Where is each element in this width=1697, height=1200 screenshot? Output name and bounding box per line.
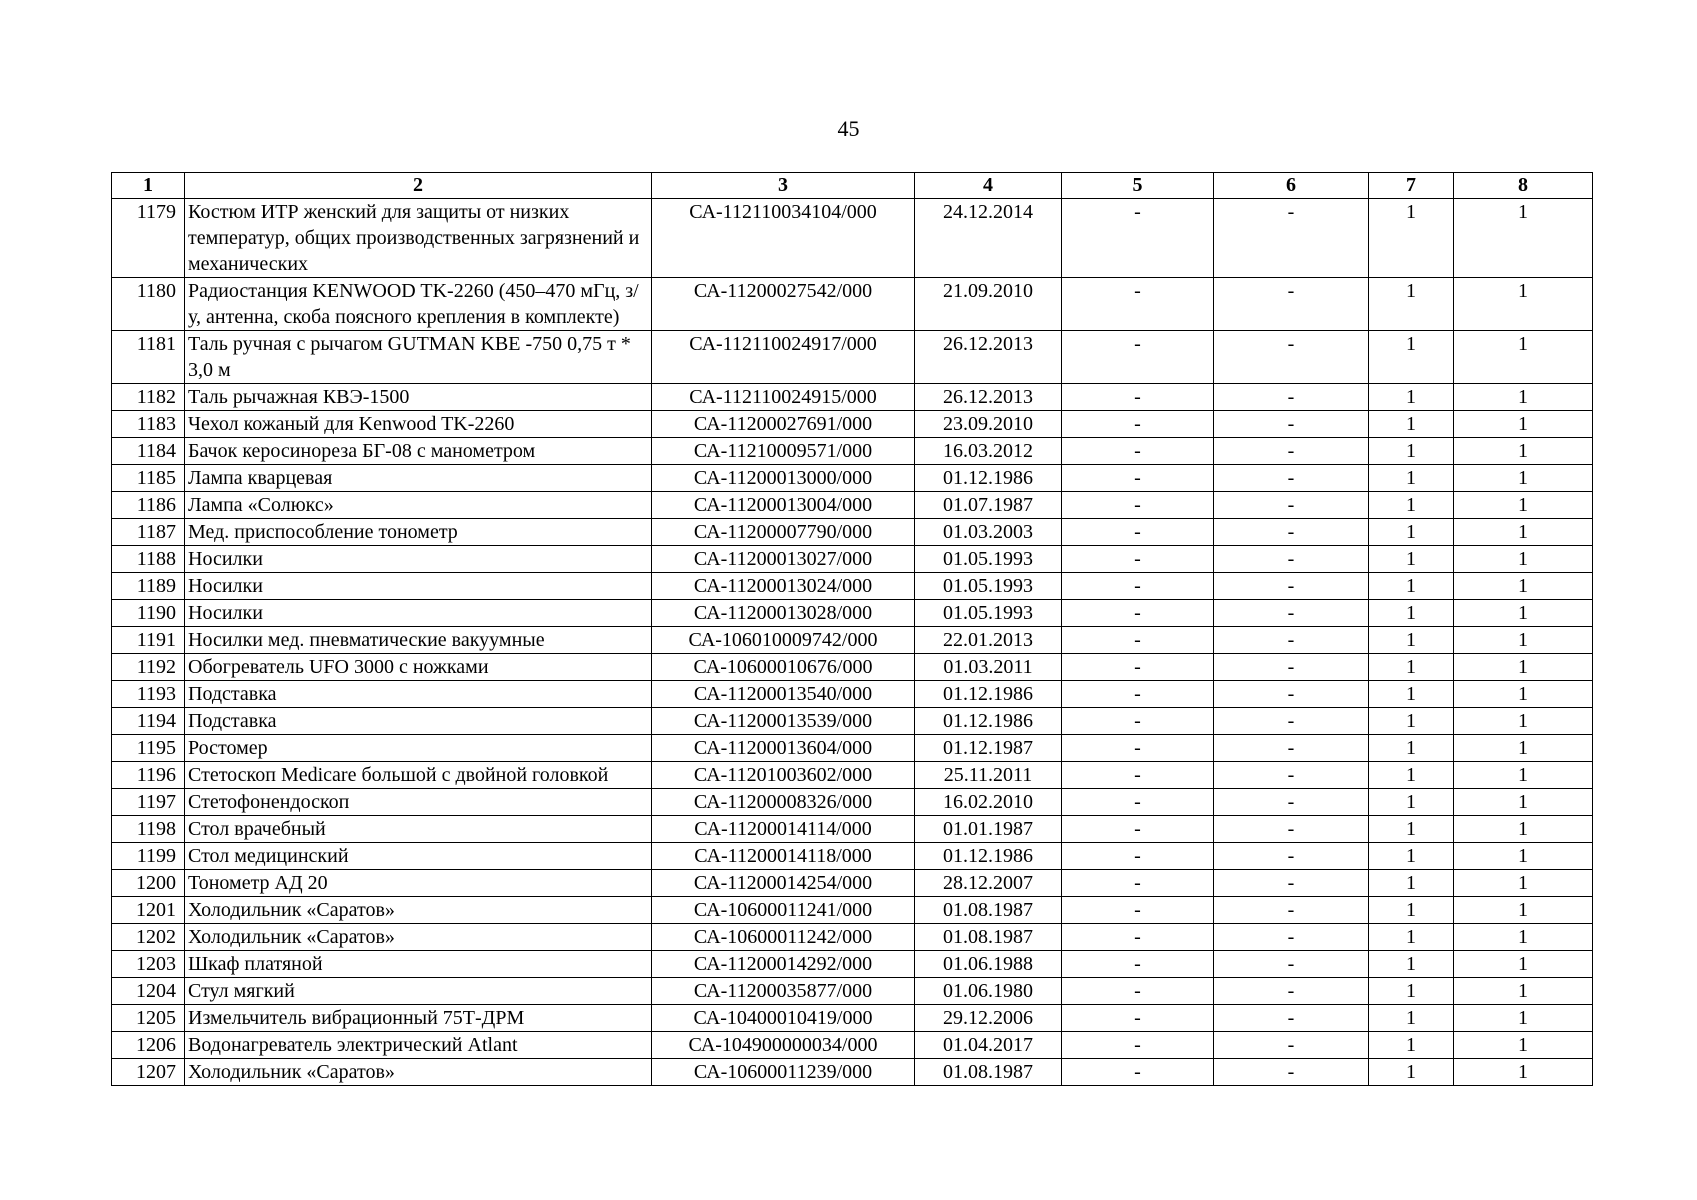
item-name-cell: Подставка [185, 681, 652, 708]
row-number-cell: 1188 [112, 546, 185, 573]
inventory-code-cell: СА-11200013027/000 [652, 546, 915, 573]
inventory-code-cell: СА-11200027691/000 [652, 411, 915, 438]
column-6-cell: - [1214, 1005, 1369, 1032]
table-row [112, 978, 1593, 1005]
column-5-cell: - [1062, 546, 1214, 573]
inventory-code-cell: СА-11200013004/000 [652, 492, 915, 519]
inventory-code-cell: СА-112110034104/000 [652, 199, 915, 278]
column-6-cell: - [1214, 438, 1369, 465]
column-6-cell: - [1214, 924, 1369, 951]
item-name-cell: Лампа кварцевая [185, 465, 652, 492]
column-7-cell: 1 [1369, 1032, 1454, 1059]
date-cell: 25.11.2011 [915, 762, 1062, 789]
inventory-code-cell: СА-11200013028/000 [652, 600, 915, 627]
column-5-cell: - [1062, 384, 1214, 411]
row-number-cell: 1193 [112, 681, 185, 708]
date-cell: 22.01.2013 [915, 627, 1062, 654]
column-7-cell: 1 [1369, 978, 1454, 1005]
row-number-cell: 1184 [112, 438, 185, 465]
column-7-cell: 1 [1369, 627, 1454, 654]
table-row [112, 843, 1593, 870]
column-7-cell: 1 [1369, 411, 1454, 438]
column-5-cell: - [1062, 331, 1214, 384]
date-cell: 01.05.1993 [915, 600, 1062, 627]
column-6-cell: - [1214, 681, 1369, 708]
item-name-cell: Измельчитель вибрационный 75Т-ДРМ [185, 1005, 652, 1032]
inventory-code-cell: СА-11200014254/000 [652, 870, 915, 897]
column-6-cell: - [1214, 627, 1369, 654]
column-5-cell: - [1062, 492, 1214, 519]
row-number-cell: 1199 [112, 843, 185, 870]
column-8-cell: 1 [1454, 681, 1593, 708]
item-name-cell: Ростомер [185, 735, 652, 762]
column-6-cell: - [1214, 708, 1369, 735]
inventory-code-cell: СА-11200027542/000 [652, 278, 915, 331]
date-cell: 29.12.2006 [915, 1005, 1062, 1032]
item-name-cell: Радиостанция KENWOOD TK-2260 (450–470 мГц, з/у, антенна, скоба поясного крепления в комплекте) [185, 278, 652, 331]
inventory-code-cell: СА-10600011241/000 [652, 897, 915, 924]
column-8-cell: 1 [1454, 465, 1593, 492]
column-5-cell: - [1062, 762, 1214, 789]
row-number-cell: 1198 [112, 816, 185, 843]
inventory-code-cell: СА-112110024917/000 [652, 331, 915, 384]
column-8-cell: 1 [1454, 816, 1593, 843]
column-8-cell: 1 [1454, 573, 1593, 600]
column-8-cell: 1 [1454, 789, 1593, 816]
column-7-cell: 1 [1369, 519, 1454, 546]
column-5-cell: - [1062, 924, 1214, 951]
table-row [112, 492, 1593, 519]
column-6-cell: - [1214, 519, 1369, 546]
table-row [112, 708, 1593, 735]
table-row [112, 1032, 1593, 1059]
row-number-cell: 1200 [112, 870, 185, 897]
column-5-cell: - [1062, 465, 1214, 492]
row-number-cell: 1201 [112, 897, 185, 924]
table-row [112, 735, 1593, 762]
column-6-cell: - [1214, 546, 1369, 573]
column-header-2: 2 [185, 173, 652, 199]
table-row [112, 681, 1593, 708]
row-number-cell: 1191 [112, 627, 185, 654]
date-cell: 01.12.1986 [915, 843, 1062, 870]
column-6-cell: - [1214, 278, 1369, 331]
item-name-cell: Бачок керосинореза БГ-08 с манометром [185, 438, 652, 465]
column-7-cell: 1 [1369, 951, 1454, 978]
date-cell: 16.02.2010 [915, 789, 1062, 816]
table-row [112, 762, 1593, 789]
column-7-cell: 1 [1369, 708, 1454, 735]
column-8-cell: 1 [1454, 199, 1593, 278]
column-7-cell: 1 [1369, 573, 1454, 600]
item-name-cell: Подставка [185, 708, 652, 735]
column-5-cell: - [1062, 1059, 1214, 1086]
column-header-7: 7 [1369, 173, 1454, 199]
row-number-cell: 1194 [112, 708, 185, 735]
table-row [112, 897, 1593, 924]
column-6-cell: - [1214, 465, 1369, 492]
column-5-cell: - [1062, 843, 1214, 870]
inventory-code-cell: СА-11210009571/000 [652, 438, 915, 465]
table-row [112, 1059, 1593, 1086]
row-number-cell: 1190 [112, 600, 185, 627]
column-8-cell: 1 [1454, 600, 1593, 627]
column-6-cell: - [1214, 573, 1369, 600]
column-header-1: 1 [112, 173, 185, 199]
item-name-cell: Тонометр АД 20 [185, 870, 652, 897]
column-7-cell: 1 [1369, 199, 1454, 278]
row-number-cell: 1181 [112, 331, 185, 384]
column-7-cell: 1 [1369, 897, 1454, 924]
inventory-code-cell: СА-104900000034/000 [652, 1032, 915, 1059]
row-number-cell: 1204 [112, 978, 185, 1005]
table-row [112, 924, 1593, 951]
column-header-6: 6 [1214, 173, 1369, 199]
table-row [112, 573, 1593, 600]
column-5-cell: - [1062, 951, 1214, 978]
item-name-cell: Носилки [185, 573, 652, 600]
item-name-cell: Мед. приспособление тонометр [185, 519, 652, 546]
inventory-code-cell: СА-11200008326/000 [652, 789, 915, 816]
column-6-cell: - [1214, 411, 1369, 438]
date-cell: 28.12.2007 [915, 870, 1062, 897]
column-8-cell: 1 [1454, 978, 1593, 1005]
row-number-cell: 1185 [112, 465, 185, 492]
inventory-code-cell: СА-11200013539/000 [652, 708, 915, 735]
table-row [112, 870, 1593, 897]
item-name-cell: Носилки [185, 600, 652, 627]
column-5-cell: - [1062, 199, 1214, 278]
column-8-cell: 1 [1454, 1032, 1593, 1059]
date-cell: 01.05.1993 [915, 546, 1062, 573]
column-7-cell: 1 [1369, 816, 1454, 843]
item-name-cell: Холодильник «Саратов» [185, 1059, 652, 1086]
table-row [112, 546, 1593, 573]
date-cell: 26.12.2013 [915, 331, 1062, 384]
table-row [112, 438, 1593, 465]
inventory-code-cell: СА-11200035877/000 [652, 978, 915, 1005]
inventory-code-cell: СА-11200014114/000 [652, 816, 915, 843]
column-5-cell: - [1062, 438, 1214, 465]
date-cell: 23.09.2010 [915, 411, 1062, 438]
item-name-cell: Шкаф платяной [185, 951, 652, 978]
column-7-cell: 1 [1369, 278, 1454, 331]
inventory-code-cell: СА-112110024915/000 [652, 384, 915, 411]
row-number-cell: 1202 [112, 924, 185, 951]
column-header-5: 5 [1062, 173, 1214, 199]
column-6-cell: - [1214, 1032, 1369, 1059]
column-8-cell: 1 [1454, 951, 1593, 978]
column-8-cell: 1 [1454, 1005, 1593, 1032]
row-number-cell: 1205 [112, 1005, 185, 1032]
column-8-cell: 1 [1454, 519, 1593, 546]
column-7-cell: 1 [1369, 843, 1454, 870]
column-8-cell: 1 [1454, 278, 1593, 331]
column-8-cell: 1 [1454, 331, 1593, 384]
column-5-cell: - [1062, 1005, 1214, 1032]
column-8-cell: 1 [1454, 924, 1593, 951]
row-number-cell: 1197 [112, 789, 185, 816]
table-body [112, 199, 1593, 1086]
column-6-cell: - [1214, 654, 1369, 681]
column-6-cell: - [1214, 199, 1369, 278]
column-6-cell: - [1214, 978, 1369, 1005]
item-name-cell: Водонагреватель электрический Atlant [185, 1032, 652, 1059]
row-number-cell: 1207 [112, 1059, 185, 1086]
column-5-cell: - [1062, 411, 1214, 438]
inventory-table [111, 172, 1593, 1086]
date-cell: 01.05.1993 [915, 573, 1062, 600]
column-7-cell: 1 [1369, 546, 1454, 573]
date-cell: 01.12.1986 [915, 708, 1062, 735]
column-8-cell: 1 [1454, 411, 1593, 438]
row-number-cell: 1180 [112, 278, 185, 331]
column-header-8: 8 [1454, 173, 1593, 199]
date-cell: 01.03.2011 [915, 654, 1062, 681]
column-6-cell: - [1214, 762, 1369, 789]
item-name-cell: Стетоскоп Medicare большой с двойной головкой [185, 762, 652, 789]
date-cell: 16.03.2012 [915, 438, 1062, 465]
column-6-cell: - [1214, 816, 1369, 843]
column-7-cell: 1 [1369, 331, 1454, 384]
column-8-cell: 1 [1454, 1059, 1593, 1086]
item-name-cell: Лампа «Солюкс» [185, 492, 652, 519]
column-8-cell: 1 [1454, 708, 1593, 735]
column-7-cell: 1 [1369, 735, 1454, 762]
inventory-code-cell: СА-11200013604/000 [652, 735, 915, 762]
column-7-cell: 1 [1369, 762, 1454, 789]
row-number-cell: 1196 [112, 762, 185, 789]
table-row [112, 816, 1593, 843]
column-5-cell: - [1062, 870, 1214, 897]
column-8-cell: 1 [1454, 762, 1593, 789]
column-8-cell: 1 [1454, 438, 1593, 465]
column-8-cell: 1 [1454, 384, 1593, 411]
row-number-cell: 1183 [112, 411, 185, 438]
inventory-code-cell: СА-10400010419/000 [652, 1005, 915, 1032]
column-7-cell: 1 [1369, 465, 1454, 492]
row-number-cell: 1192 [112, 654, 185, 681]
date-cell: 01.01.1987 [915, 816, 1062, 843]
inventory-code-cell: СА-11201003602/000 [652, 762, 915, 789]
column-8-cell: 1 [1454, 897, 1593, 924]
column-6-cell: - [1214, 789, 1369, 816]
column-5-cell: - [1062, 897, 1214, 924]
item-name-cell: Таль рычажная КВЭ-1500 [185, 384, 652, 411]
column-5-cell: - [1062, 816, 1214, 843]
inventory-code-cell: СА-11200013000/000 [652, 465, 915, 492]
date-cell: 01.12.1986 [915, 465, 1062, 492]
table-row [112, 627, 1593, 654]
inventory-code-cell: СА-11200014118/000 [652, 843, 915, 870]
column-5-cell: - [1062, 978, 1214, 1005]
column-7-cell: 1 [1369, 600, 1454, 627]
column-7-cell: 1 [1369, 789, 1454, 816]
column-6-cell: - [1214, 331, 1369, 384]
column-6-cell: - [1214, 1059, 1369, 1086]
row-number-cell: 1186 [112, 492, 185, 519]
table-header-row [112, 173, 1593, 199]
date-cell: 01.06.1988 [915, 951, 1062, 978]
table-row [112, 465, 1593, 492]
date-cell: 01.08.1987 [915, 924, 1062, 951]
column-8-cell: 1 [1454, 870, 1593, 897]
column-5-cell: - [1062, 278, 1214, 331]
inventory-code-cell: СА-10600010676/000 [652, 654, 915, 681]
column-7-cell: 1 [1369, 384, 1454, 411]
column-6-cell: - [1214, 492, 1369, 519]
item-name-cell: Стол медицинский [185, 843, 652, 870]
column-6-cell: - [1214, 951, 1369, 978]
column-5-cell: - [1062, 519, 1214, 546]
column-8-cell: 1 [1454, 735, 1593, 762]
row-number-cell: 1182 [112, 384, 185, 411]
item-name-cell: Носилки [185, 546, 652, 573]
item-name-cell: Стетофонендоскоп [185, 789, 652, 816]
table-row [112, 384, 1593, 411]
table-row [112, 331, 1593, 384]
column-7-cell: 1 [1369, 870, 1454, 897]
row-number-cell: 1187 [112, 519, 185, 546]
column-6-cell: - [1214, 897, 1369, 924]
item-name-cell: Костюм ИТР женский для защиты от низких температур, общих производственных загрязнений и механических [185, 199, 652, 278]
column-7-cell: 1 [1369, 1005, 1454, 1032]
column-6-cell: - [1214, 735, 1369, 762]
item-name-cell: Чехол кожаный для Kenwood TK-2260 [185, 411, 652, 438]
table-row [112, 789, 1593, 816]
item-name-cell: Таль ручная с рычагом GUTMAN KBE -750 0,75 т * 3,0 м [185, 331, 652, 384]
item-name-cell: Носилки мед. пневматические вакуумные [185, 627, 652, 654]
column-header-4: 4 [915, 173, 1062, 199]
column-7-cell: 1 [1369, 1059, 1454, 1086]
column-5-cell: - [1062, 627, 1214, 654]
column-header-3: 3 [652, 173, 915, 199]
date-cell: 01.08.1987 [915, 897, 1062, 924]
inventory-code-cell: СА-11200014292/000 [652, 951, 915, 978]
inventory-code-cell: СА-106010009742/000 [652, 627, 915, 654]
date-cell: 26.12.2013 [915, 384, 1062, 411]
item-name-cell: Стол врачебный [185, 816, 652, 843]
date-cell: 24.12.2014 [915, 199, 1062, 278]
date-cell: 01.07.1987 [915, 492, 1062, 519]
inventory-code-cell: СА-10600011239/000 [652, 1059, 915, 1086]
column-5-cell: - [1062, 573, 1214, 600]
column-8-cell: 1 [1454, 546, 1593, 573]
inventory-code-cell: СА-11200013540/000 [652, 681, 915, 708]
table-row [112, 951, 1593, 978]
page-number: 45 [837, 116, 860, 141]
column-7-cell: 1 [1369, 438, 1454, 465]
date-cell: 01.12.1987 [915, 735, 1062, 762]
date-cell: 01.08.1987 [915, 1059, 1062, 1086]
item-name-cell: Стул мягкий [185, 978, 652, 1005]
column-8-cell: 1 [1454, 843, 1593, 870]
table-row [112, 654, 1593, 681]
row-number-cell: 1179 [112, 199, 185, 278]
column-5-cell: - [1062, 681, 1214, 708]
column-5-cell: - [1062, 600, 1214, 627]
inventory-code-cell: СА-11200013024/000 [652, 573, 915, 600]
column-5-cell: - [1062, 1032, 1214, 1059]
row-number-cell: 1195 [112, 735, 185, 762]
column-6-cell: - [1214, 384, 1369, 411]
table-row [112, 199, 1593, 278]
date-cell: 01.04.2017 [915, 1032, 1062, 1059]
row-number-cell: 1206 [112, 1032, 185, 1059]
column-5-cell: - [1062, 789, 1214, 816]
table-row [112, 411, 1593, 438]
column-8-cell: 1 [1454, 654, 1593, 681]
column-7-cell: 1 [1369, 654, 1454, 681]
column-8-cell: 1 [1454, 492, 1593, 519]
column-7-cell: 1 [1369, 924, 1454, 951]
item-name-cell: Холодильник «Саратов» [185, 924, 652, 951]
inventory-code-cell: СА-11200007790/000 [652, 519, 915, 546]
column-5-cell: - [1062, 708, 1214, 735]
row-number-cell: 1203 [112, 951, 185, 978]
inventory-code-cell: СА-10600011242/000 [652, 924, 915, 951]
column-5-cell: - [1062, 735, 1214, 762]
table-row [112, 600, 1593, 627]
column-6-cell: - [1214, 843, 1369, 870]
column-8-cell: 1 [1454, 627, 1593, 654]
date-cell: 01.03.2003 [915, 519, 1062, 546]
column-5-cell: - [1062, 654, 1214, 681]
column-7-cell: 1 [1369, 492, 1454, 519]
column-6-cell: - [1214, 870, 1369, 897]
row-number-cell: 1189 [112, 573, 185, 600]
table-row [112, 278, 1593, 331]
table-row [112, 519, 1593, 546]
item-name-cell: Обогреватель UFO 3000 с ножками [185, 654, 652, 681]
column-6-cell: - [1214, 600, 1369, 627]
column-7-cell: 1 [1369, 681, 1454, 708]
table-row [112, 1005, 1593, 1032]
date-cell: 21.09.2010 [915, 278, 1062, 331]
item-name-cell: Холодильник «Саратов» [185, 897, 652, 924]
date-cell: 01.12.1986 [915, 681, 1062, 708]
date-cell: 01.06.1980 [915, 978, 1062, 1005]
